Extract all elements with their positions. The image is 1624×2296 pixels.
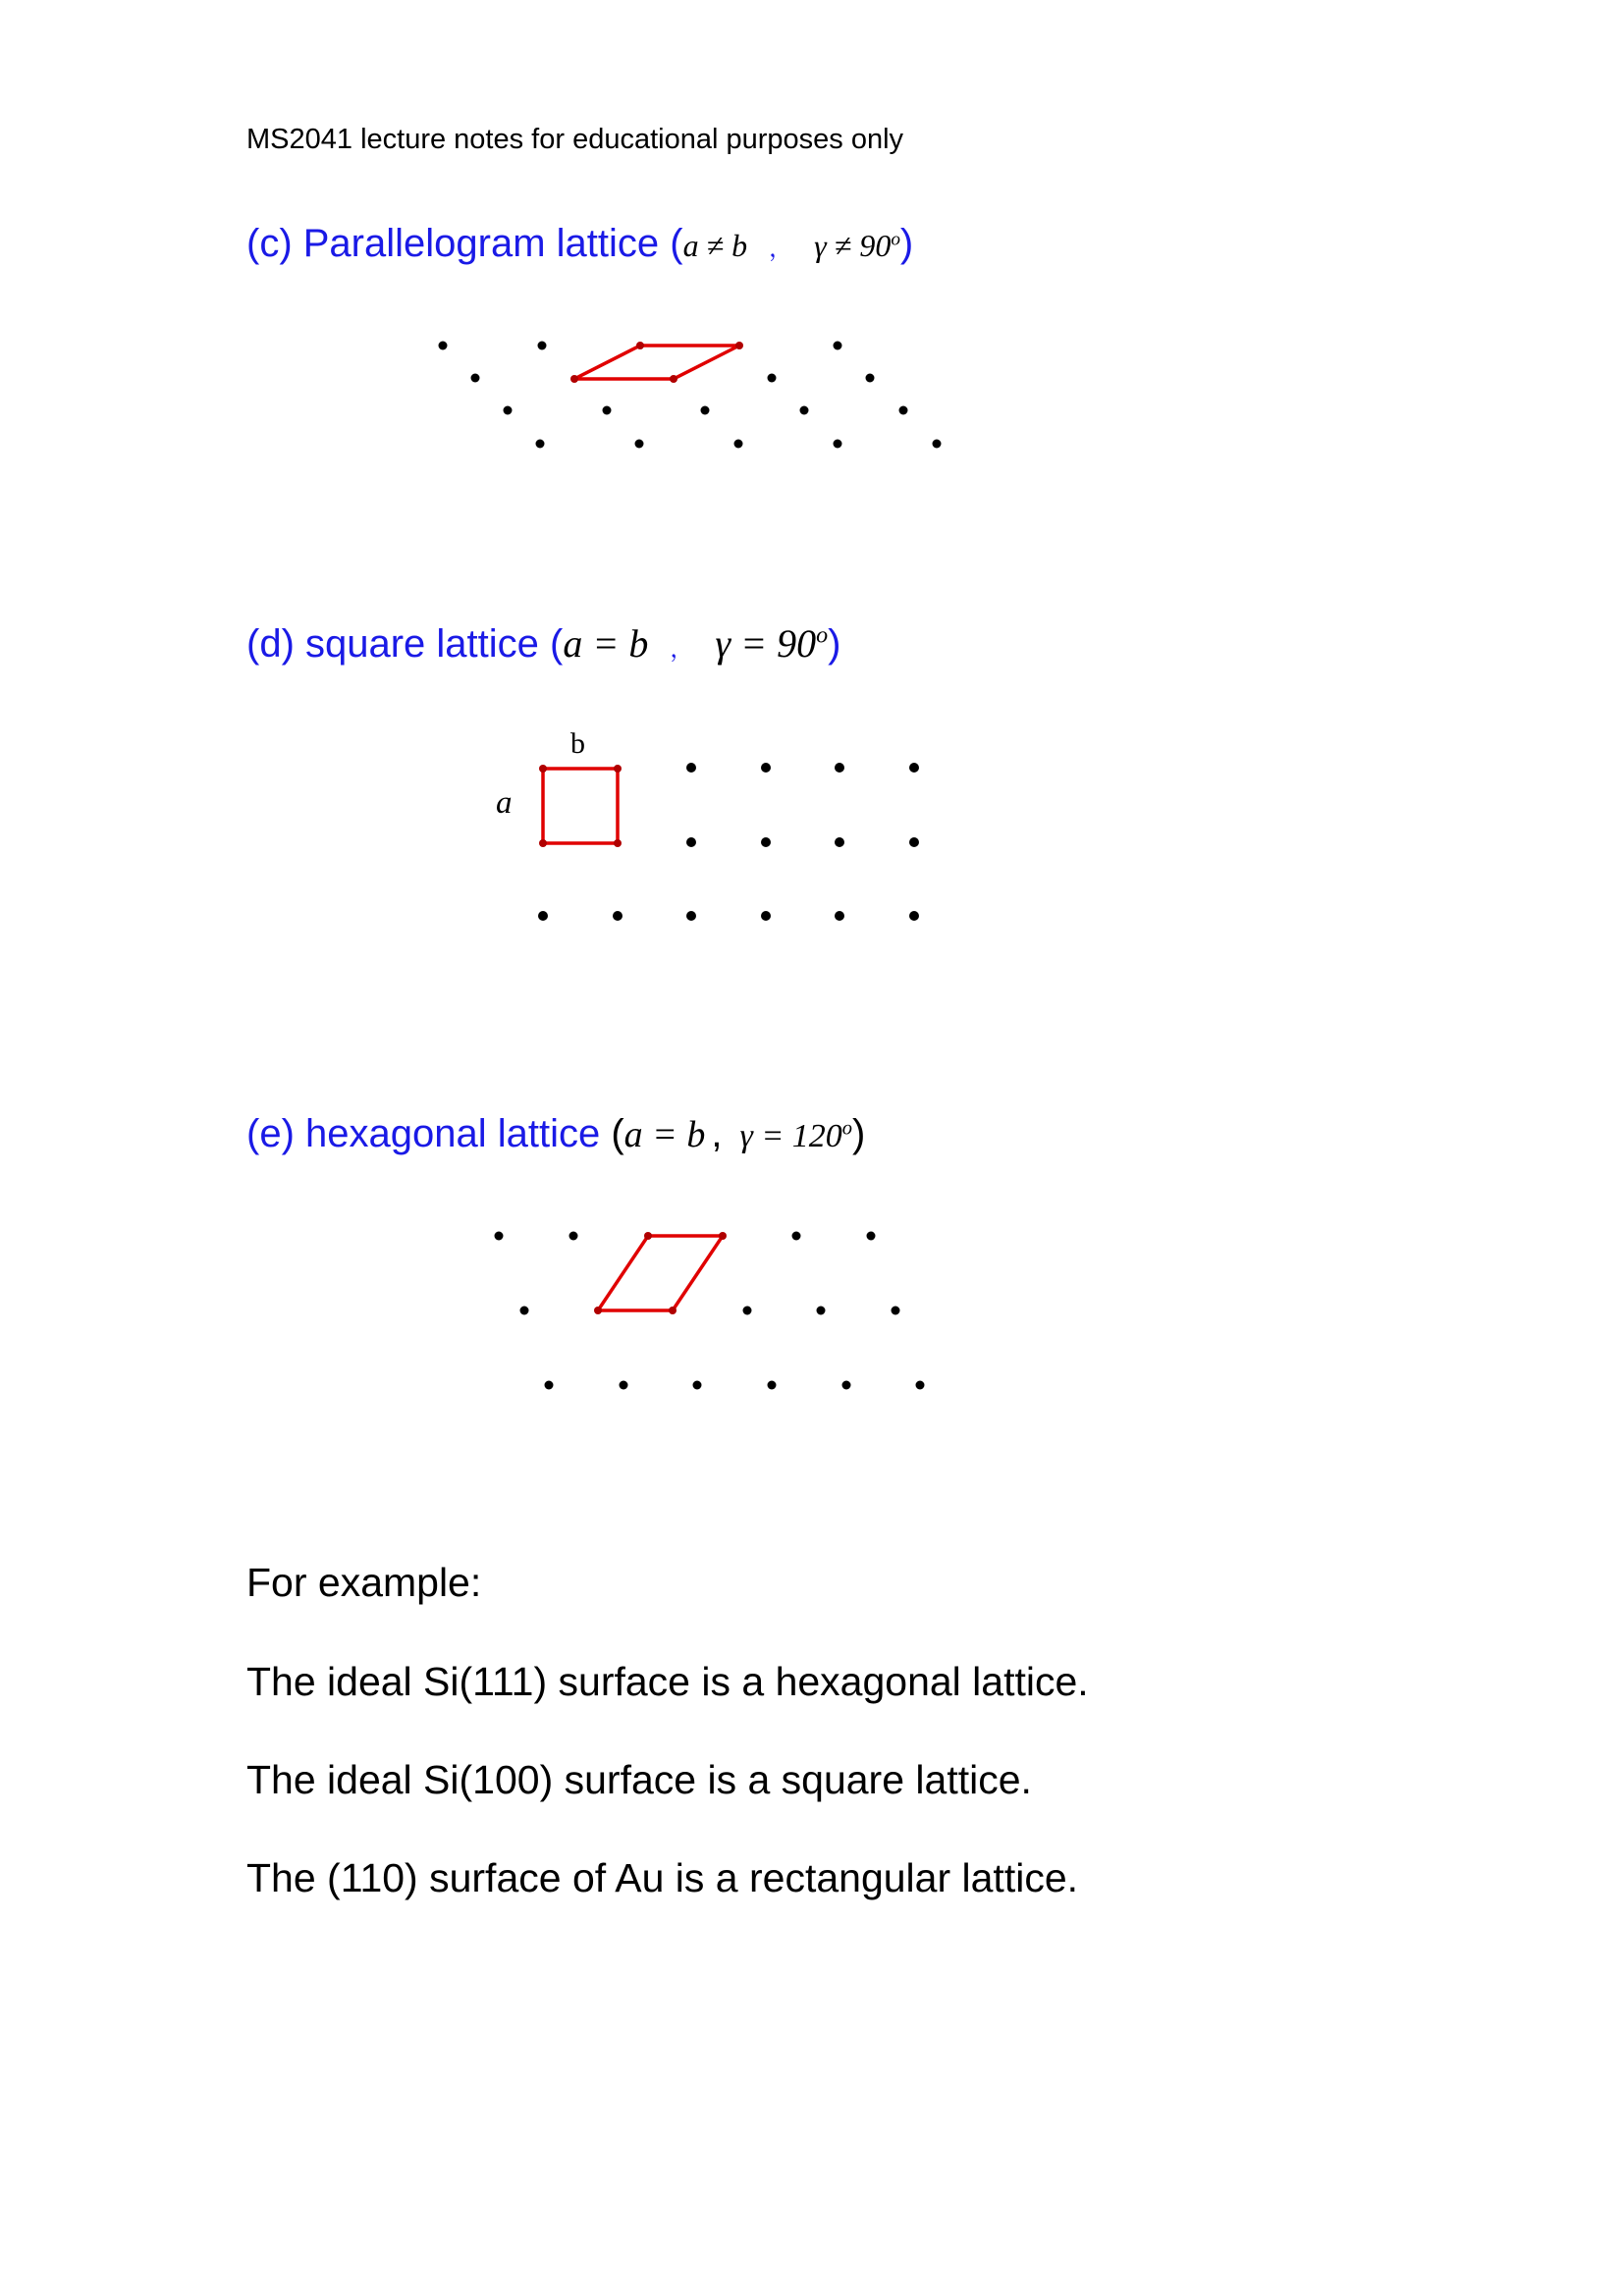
lattice-point <box>834 342 842 350</box>
condition-separator: ， <box>670 635 694 663</box>
lattice-point <box>686 837 696 847</box>
lattice-point <box>761 763 771 773</box>
unit-cell-vertex <box>614 839 622 847</box>
examples-intro: For example: <box>246 1560 482 1605</box>
degree-mark: o <box>816 622 829 649</box>
lattice-point <box>800 406 809 415</box>
lattice-point <box>495 1232 504 1241</box>
lattice-point <box>933 440 942 449</box>
unit-cell-vertex <box>539 839 547 847</box>
lattice-point <box>686 911 696 921</box>
unit-cell-vertex <box>570 375 578 383</box>
example-line: The ideal Si(111) surface is a hexagonal lattice. <box>246 1659 1089 1704</box>
lattice-point <box>916 1381 925 1390</box>
lattice-point <box>909 763 919 773</box>
degree-mark: o <box>841 1117 852 1140</box>
lattice-point <box>909 911 919 921</box>
section-label: (e) hexagonal lattice <box>246 1112 601 1155</box>
unit-cell-vertex <box>644 1232 652 1240</box>
unit-cell-vertex <box>719 1232 727 1240</box>
lattice-point <box>835 763 844 773</box>
condition-gamma: γ = 120 <box>739 1118 842 1154</box>
condition-a: a = b <box>623 1114 706 1155</box>
side-label-a: a <box>496 785 513 821</box>
header-note: MS2041 lecture notes for educational purposes only <box>246 124 904 155</box>
lattice-point <box>835 837 844 847</box>
lattice-point <box>834 440 842 449</box>
lattice-point <box>761 837 771 847</box>
lattice-point <box>520 1307 529 1315</box>
condition-gamma: γ = 90 <box>715 621 817 666</box>
side-label-b: b <box>570 727 585 760</box>
lattice-point <box>620 1381 628 1390</box>
unit-cell-vertex <box>636 342 644 349</box>
unit-cell-vertex <box>594 1307 602 1314</box>
unit-cell-hexagonal <box>598 1236 723 1310</box>
lattice-point <box>603 406 612 415</box>
lattice-point <box>835 911 844 921</box>
unit-cell-vertex <box>735 342 743 349</box>
lattice-point <box>909 837 919 847</box>
lattice-point <box>768 374 777 383</box>
section-heading-square: (d) square lattice (a = b ， $\gamma = 90^o$) <box>246 621 841 666</box>
lattice-point <box>701 406 710 415</box>
condition-separator: , <box>711 1112 723 1155</box>
lattice-point <box>892 1307 900 1315</box>
unit-cell-vertex <box>614 765 622 773</box>
lattice-point <box>842 1381 851 1390</box>
lattice-point <box>792 1232 801 1241</box>
lattice-point <box>817 1307 826 1315</box>
lattice-point <box>538 342 547 350</box>
lattice-point <box>693 1381 702 1390</box>
lattice-point <box>538 911 548 921</box>
lattice-point <box>686 763 696 773</box>
lattice-point <box>768 1381 777 1390</box>
section-heading-hexagonal: (e) hexagonal lattice (a = b , $\gamma = 120^o$) <box>246 1112 866 1155</box>
lattice-point <box>613 911 623 921</box>
example-line: The (110) surface of Au is a rectangular lattice. <box>246 1855 1079 1900</box>
example-line: The ideal Si(100) surface is a square lattice. <box>246 1757 1032 1802</box>
lattice-point <box>866 374 875 383</box>
lattice-point <box>867 1232 876 1241</box>
lattice-point <box>899 406 908 415</box>
condition-separator: ， <box>769 235 793 262</box>
lattice-point <box>761 911 771 921</box>
unit-cell-vertex <box>670 375 677 383</box>
section-label: (d) square lattice <box>246 622 539 666</box>
lattice-point <box>743 1307 752 1315</box>
unit-cell-square <box>543 769 618 843</box>
condition-gamma: γ ≠ 90 <box>814 228 892 263</box>
condition-a: a = b <box>563 621 649 666</box>
lattice-point <box>439 342 448 350</box>
lattice-point <box>471 374 480 383</box>
lattice-point <box>734 440 743 449</box>
lattice-point <box>569 1232 578 1241</box>
lattice-point <box>545 1381 554 1390</box>
lattice-point <box>504 406 513 415</box>
lattice-point <box>635 440 644 449</box>
lattice-point <box>536 440 545 449</box>
degree-mark: o <box>891 229 900 250</box>
section-heading-parallelogram: (c) Parallelogram lattice (a ≠ b ， $\gamma \ne 90^o$) <box>246 222 914 265</box>
unit-cell-vertex <box>669 1307 677 1314</box>
unit-cell-parallelogram <box>574 346 739 379</box>
unit-cell-vertex <box>539 765 547 773</box>
section-label: (c) Parallelogram lattice <box>246 222 660 265</box>
condition-a: a ≠ b <box>682 228 748 263</box>
